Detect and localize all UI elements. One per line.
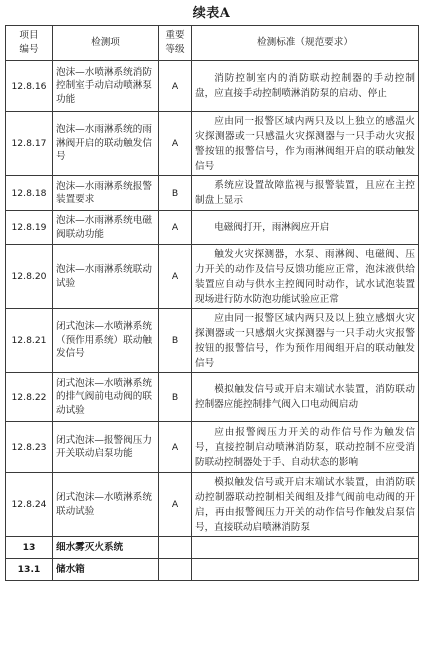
row-standard — [192, 112, 419, 176]
row-level: A — [159, 245, 192, 309]
table-row — [6, 211, 419, 245]
row-standard — [192, 373, 419, 422]
page-title: 续表A — [192, 6, 231, 21]
row-code: 12.8.23 — [6, 422, 53, 473]
table-row — [6, 373, 419, 422]
row-item: 闭式泡沫—水喷淋系统的排气阀前电动阀的联动试验 — [53, 373, 159, 422]
row-item: 细水雾灭火系统 — [53, 537, 159, 559]
table-row — [6, 537, 419, 559]
row-standard — [192, 559, 419, 581]
row-code: 12.8.19 — [6, 211, 53, 245]
row-level: B — [159, 373, 192, 422]
row-code: 13.1 — [6, 559, 53, 581]
row-level: A — [159, 422, 192, 473]
inspection-table — [5, 25, 419, 581]
row-item: 储水箱 — [53, 559, 159, 581]
row-item: 闭式泡沫—水喷淋系统（预作用系统）联动触发信号 — [53, 309, 159, 373]
row-code: 12.8.20 — [6, 245, 53, 309]
header-standard: 检测标准（规范要求） — [192, 26, 419, 61]
row-standard — [192, 473, 419, 537]
header-item: 检测项 — [53, 26, 159, 61]
row-level: B — [159, 309, 192, 373]
row-item: 泡沫—水喷淋系统消防控制室手动启动喷淋泵功能 — [53, 61, 159, 112]
row-level: A — [159, 211, 192, 245]
header-level-line2: 等级 — [165, 44, 185, 55]
row-standard — [192, 537, 419, 559]
row-standard-text: 应由同一报警区域内两只及以上独立的感温火灾探测器或一只感温火灾探测器与一只手动火灾报警按钮的报警信号，作为雨淋阀组开启的联动触发信号 — [195, 115, 415, 172]
row-item: 闭式泡沫—报警阀压力开关联动启泵功能 — [53, 422, 159, 473]
row-code: 12.8.16 — [6, 61, 53, 112]
table-row — [6, 245, 419, 309]
row-standard — [192, 422, 419, 473]
header-level-line1: 重要 — [165, 30, 185, 41]
table-row — [6, 176, 419, 211]
row-code: 12.8.24 — [6, 473, 53, 537]
row-standard — [192, 61, 419, 112]
row-code: 12.8.22 — [6, 373, 53, 422]
row-item: 闭式泡沫—水喷淋系统联动试验 — [53, 473, 159, 537]
row-item: 泡沫—水雨淋系统联动试验 — [53, 245, 159, 309]
header-code-line1: 项目 — [19, 30, 39, 41]
table-row — [6, 309, 419, 373]
table-row — [6, 473, 419, 537]
row-code: 13 — [6, 537, 53, 559]
row-item: 泡沫—水雨淋系统电磁阀联动功能 — [53, 211, 159, 245]
row-standard-text: 应由报警阀压力开关的动作信号作为触发信号，直接控制启动喷淋消防泵，联动控制不应受消防联动控制器处于手、自动状态的影响 — [195, 426, 415, 468]
row-code: 12.8.21 — [6, 309, 53, 373]
row-standard — [192, 309, 419, 373]
row-code: 12.8.18 — [6, 176, 53, 211]
row-standard-text: 触发火灾探测器，水泵、雨淋阀、电磁阀、压力开关的动作及信号反馈功能应正常，泡沫液供给装置应自动与供水主控阀同时动作，试水试泡装置现场进行防水防泡功能试验应正常 — [195, 248, 415, 305]
row-standard-text: 应由同一报警区域内两只及以上独立感烟火灾探测器或一只感烟火灾探测器与一只手动火灾报警按钮的报警信号，作为预作用阀组开启的联动触发信号 — [195, 312, 415, 369]
table-row — [6, 61, 419, 112]
row-standard-text: 模拟触发信号或开启末端试水装置，由消防联动控制器联动控制相关阀组及排气阀前电动阀的开启，再由报警阀压力开关的动作信号作触发启泵信号，直接联动启喷淋消防泵 — [195, 476, 415, 533]
row-level — [159, 559, 192, 581]
row-level: A — [159, 61, 192, 112]
row-item: 泡沫—水雨淋系统的雨淋阀开启的联动触发信号 — [53, 112, 159, 176]
header-level — [159, 26, 192, 61]
row-level — [159, 537, 192, 559]
table-header-row — [6, 26, 419, 61]
row-standard-text: 电磁阀打开，雨淋阀应开启 — [214, 222, 330, 233]
row-code: 12.8.17 — [6, 112, 53, 176]
row-standard-text: 模拟触发信号或开启末端试水装置，消防联动控制器应能控制排气阀入口电动阀启动 — [195, 384, 415, 410]
header-code — [6, 26, 53, 61]
row-item: 泡沫—水雨淋系统报警装置要求 — [53, 176, 159, 211]
row-level: B — [159, 176, 192, 211]
row-level: A — [159, 112, 192, 176]
row-standard — [192, 245, 419, 309]
row-level: A — [159, 473, 192, 537]
table-row — [6, 559, 419, 581]
row-standard-text: 系统应设置故障监视与报警装置，且应在主控制盘上显示 — [195, 180, 415, 206]
table-row — [6, 112, 419, 176]
row-standard — [192, 211, 419, 245]
row-standard — [192, 176, 419, 211]
header-code-line2: 编号 — [19, 44, 39, 55]
table-row — [6, 422, 419, 473]
row-standard-text: 消防控制室内的消防联动控制器的手动控制盘，应直接手动控制喷淋消防泵的启动、停止 — [195, 73, 415, 99]
